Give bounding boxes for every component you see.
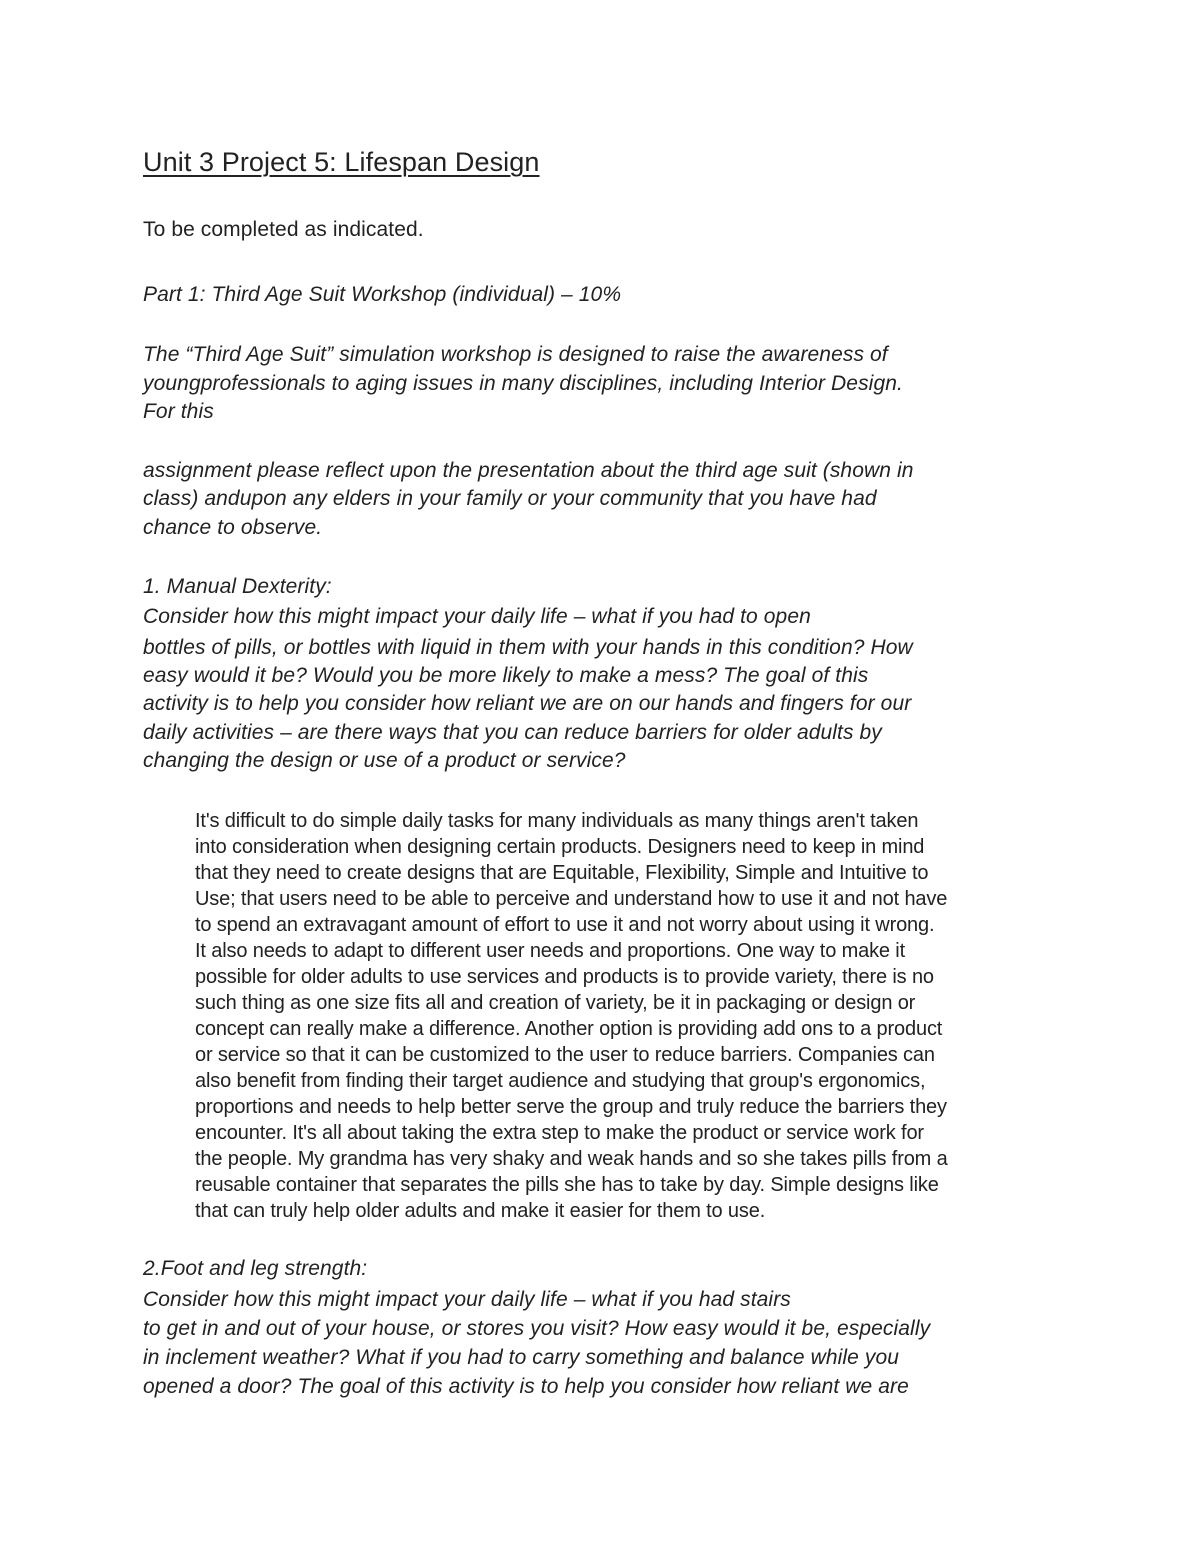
q1-answer-line: into consideration when designing certain products. Designers need to keep in mind [195,836,925,858]
q1-answer-line: It's difficult to do simple daily tasks for many individuals as many things aren't taken [195,810,919,832]
q1-answer-line: It also needs to adapt to different user needs and proportions. One way to make it [195,940,905,962]
q1-prompt-line: changing the design or use of a product or service? [143,749,626,772]
q1-answer-line: also benefit from finding their target audience and studying that group's ergonomics, [195,1070,926,1092]
q2-prompt-line: opened a door? The goal of this activity is to help you consider how reliant we are [143,1375,909,1398]
q1-answer-line: possible for older adults to use services and products is to provide variety, there is no [195,966,934,988]
q1-answer-line: encounter. It's all about taking the extra step to make the product or service work for [195,1122,924,1144]
q1-prompt-line: easy would it be? Would you be more likely to make a mess? The goal of this [143,664,869,687]
part1-description-cont-line: class) andupon any elders in your family or your community that you have had [143,487,877,510]
q1-prompt-line: activity is to help you consider how reliant we are on our hands and fingers for our [143,692,912,715]
q2-prompt-line: Consider how this might impact your daily life – what if you had stairs [143,1288,791,1311]
q1-answer-line: concept can really make a difference. Another option is providing add ons to a product [195,1018,943,1040]
part1-heading: Part 1: Third Age Suit Workshop (individual) – 10% [143,283,622,306]
q1-answer-line: that can truly help older adults and make it easier for them to use. [195,1200,766,1222]
part1-description-line: youngprofessionals to aging issues in many disciplines, including Interior Design. [143,372,903,395]
q1-heading: 1. Manual Dexterity: [143,575,332,598]
q1-answer-line: the people. My grandma has very shaky and weak hands and so she takes pills from a [195,1148,948,1170]
q2-heading: 2.Foot and leg strength: [143,1257,368,1280]
q2-prompt-line: to get in and out of your house, or stores you visit? How easy would it be, especially [143,1317,931,1340]
part1-description-line: The “Third Age Suit” simulation workshop is designed to raise the awareness of [143,343,888,366]
intro-text: To be completed as indicated. [143,218,424,241]
q1-prompt-line: bottles of pills, or bottles with liquid in them with your hands in this condition? How [143,636,913,659]
q1-answer-line: proportions and needs to help better serve the group and truly reduce the barriers they [195,1096,947,1118]
q1-prompt-line: Consider how this might impact your daily life – what if you had to open [143,605,811,628]
q1-answer-line: reusable container that separates the pills she has to take by day. Simple designs like [195,1174,939,1196]
document-title: Unit 3 Project 5: Lifespan Design [143,147,540,177]
q1-answer-line: or service so that it can be customized to the user to reduce barriers. Companies can [195,1044,935,1066]
part1-description-line: For this [143,400,214,423]
q1-answer-line: such thing as one size fits all and creation of variety, be it in packaging or design or [195,992,916,1014]
q2-prompt-line: in inclement weather? What if you had to carry something and balance while you [143,1346,900,1369]
q1-answer-line: Use; that users need to be able to perceive and understand how to use it and not have [195,888,948,910]
part1-description-cont-line: assignment please reflect upon the presentation about the third age suit (shown in [143,459,914,482]
q1-prompt-line: daily activities – are there ways that you can reduce barriers for older adults by [143,721,882,744]
part1-description-cont-line: chance to observe. [143,516,323,539]
q1-answer-line: to spend an extravagant amount of effort to use it and not worry about using it wrong. [195,914,935,936]
q1-answer-line: that they need to create designs that are Equitable, Flexibility, Simple and Intuitive to [195,862,929,884]
